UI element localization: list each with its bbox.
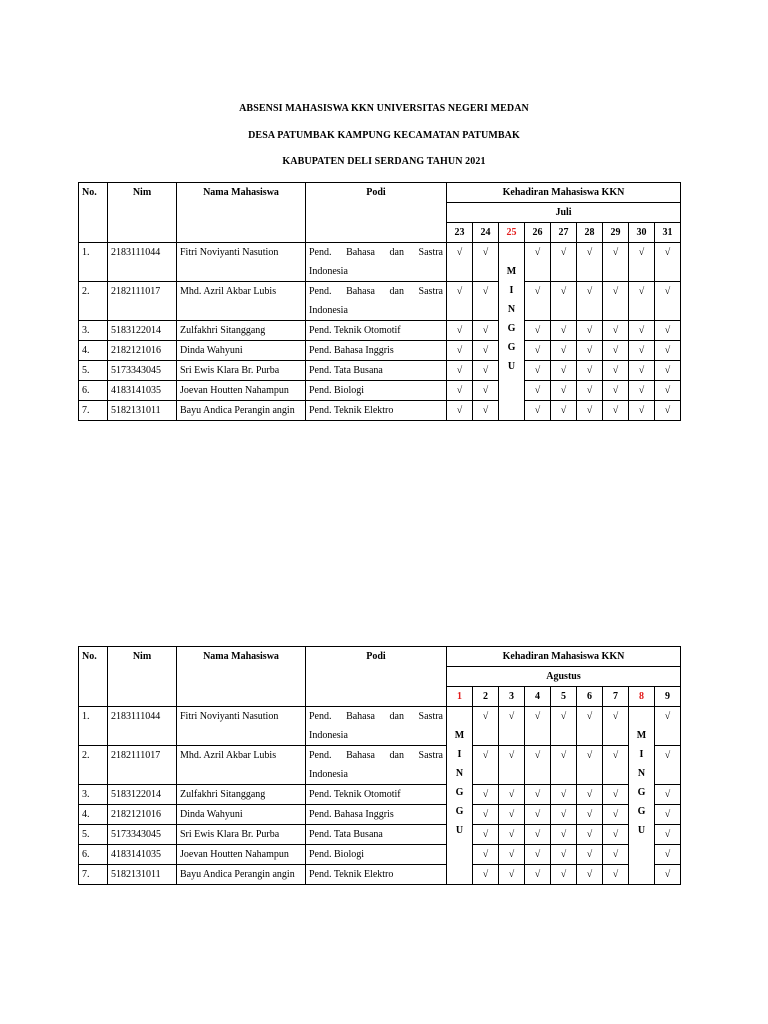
cell-no: 5.	[79, 825, 108, 845]
cell-prodi: Pend. Bahasa dan Sastra Indonesia	[306, 243, 447, 282]
attendance-check: √	[603, 341, 629, 361]
attendance-check: √	[655, 707, 681, 746]
cell-no: 3.	[79, 785, 108, 805]
cell-prodi: Pend. Teknik Elektro	[306, 865, 447, 885]
day-header: 27	[551, 223, 577, 243]
cell-nim: 4183141035	[108, 845, 177, 865]
day-header: 28	[577, 223, 603, 243]
attendance-check: √	[629, 243, 655, 282]
attendance-check: √	[655, 341, 681, 361]
minggu-letter: M	[506, 266, 517, 277]
attendance-check: √	[551, 282, 577, 321]
minggu-cell	[447, 707, 473, 885]
attendance-check: √	[447, 341, 473, 361]
attendance-check: √	[577, 805, 603, 825]
attendance-check: √	[603, 361, 629, 381]
attendance-check: √	[655, 361, 681, 381]
table-row	[79, 321, 681, 341]
cell-nama: Mhd. Azril Akbar Lubis	[177, 746, 306, 785]
attendance-check: √	[551, 805, 577, 825]
attendance-check: √	[577, 845, 603, 865]
table-row	[79, 805, 681, 825]
table-row	[79, 845, 681, 865]
attendance-check: √	[551, 341, 577, 361]
cell-no: 3.	[79, 321, 108, 341]
header-kehadiran: Kehadiran Mahasiswa KKN	[447, 647, 681, 667]
attendance-check: √	[655, 785, 681, 805]
attendance-check: √	[499, 785, 525, 805]
minggu-letter: U	[455, 825, 464, 836]
attendance-check: √	[603, 321, 629, 341]
cell-nama: Joevan Houtten Nahampun	[177, 845, 306, 865]
attendance-check: √	[551, 825, 577, 845]
table-row	[79, 707, 681, 746]
table-row	[79, 243, 681, 282]
table-row	[79, 401, 681, 421]
cell-prodi: Pend. Teknik Elektro	[306, 401, 447, 421]
attendance-check: √	[473, 361, 499, 381]
cell-nim: 4183141035	[108, 381, 177, 401]
day-header: 23	[447, 223, 473, 243]
attendance-check: √	[577, 865, 603, 885]
cell-prodi: Pend. Tata Busana	[306, 361, 447, 381]
minggu-letter: G	[455, 806, 464, 817]
minggu-letter: N	[455, 768, 464, 779]
day-header: 26	[525, 223, 551, 243]
cell-no: 4.	[79, 805, 108, 825]
attendance-table-agustus	[78, 646, 681, 885]
header-no: No.	[79, 647, 108, 707]
month-label: Juli	[447, 203, 681, 223]
cell-nim: 2183111044	[108, 707, 177, 746]
minggu-letter: M	[636, 730, 647, 741]
attendance-check: √	[551, 401, 577, 421]
attendance-check: √	[473, 805, 499, 825]
title-line-2: DESA PATUMBAK KAMPUNG KECAMATAN PATUMBAK	[248, 130, 520, 141]
day-header: 29	[603, 223, 629, 243]
day-header: 6	[577, 687, 603, 707]
day-header: 24	[473, 223, 499, 243]
minggu-spacer	[447, 707, 472, 726]
cell-nim: 5173343045	[108, 825, 177, 845]
attendance-check: √	[525, 381, 551, 401]
table-row	[79, 341, 681, 361]
minggu-letter: N	[637, 768, 646, 779]
attendance-check: √	[447, 361, 473, 381]
minggu-letter: I	[457, 749, 462, 760]
cell-nim: 2183111044	[108, 243, 177, 282]
header-nama: Nama Mahasiswa	[177, 647, 306, 707]
attendance-check: √	[603, 707, 629, 746]
attendance-check: √	[655, 243, 681, 282]
cell-prodi: Pend. Bahasa Inggris	[306, 341, 447, 361]
attendance-check: √	[551, 865, 577, 885]
cell-nim: 5182131011	[108, 865, 177, 885]
cell-prodi: Pend. Tata Busana	[306, 825, 447, 845]
cell-no: 2.	[79, 746, 108, 785]
cell-no: 7.	[79, 865, 108, 885]
day-header: 4	[525, 687, 551, 707]
attendance-check: √	[525, 282, 551, 321]
attendance-check: √	[603, 381, 629, 401]
cell-nim: 5173343045	[108, 361, 177, 381]
attendance-check: √	[551, 361, 577, 381]
attendance-check: √	[525, 321, 551, 341]
attendance-check: √	[473, 243, 499, 282]
attendance-check: √	[577, 707, 603, 746]
cell-prodi: Pend. Biologi	[306, 381, 447, 401]
attendance-check: √	[473, 825, 499, 845]
attendance-check: √	[525, 785, 551, 805]
attendance-check: √	[577, 282, 603, 321]
minggu-letter: G	[455, 787, 464, 798]
attendance-check: √	[577, 401, 603, 421]
attendance-check: √	[473, 785, 499, 805]
minggu-letter: U	[637, 825, 646, 836]
minggu-letter: G	[507, 342, 516, 353]
cell-nim: 5183122014	[108, 785, 177, 805]
attendance-check: √	[473, 381, 499, 401]
cell-nim: 2182121016	[108, 805, 177, 825]
attendance-check: √	[603, 243, 629, 282]
cell-no: 4.	[79, 341, 108, 361]
attendance-check: √	[629, 341, 655, 361]
attendance-check: √	[525, 865, 551, 885]
day-header: 31	[655, 223, 681, 243]
attendance-check: √	[629, 321, 655, 341]
attendance-check: √	[525, 707, 551, 746]
cell-no: 1.	[79, 243, 108, 282]
minggu-letter: I	[509, 285, 514, 296]
attendance-check: √	[525, 243, 551, 282]
attendance-check: √	[577, 825, 603, 845]
day-header: 9	[655, 687, 681, 707]
cell-nama: Fitri Noviyanti Nasution	[177, 243, 306, 282]
header-nim: Nim	[108, 183, 177, 243]
cell-nama: Sri Ewis Klara Br. Purba	[177, 825, 306, 845]
cell-nim: 2182111017	[108, 746, 177, 785]
cell-prodi: Pend. Bahasa dan Sastra Indonesia	[306, 746, 447, 785]
attendance-check: √	[577, 243, 603, 282]
attendance-check: √	[655, 865, 681, 885]
day-header-sunday: 25	[499, 223, 525, 243]
cell-nama: Mhd. Azril Akbar Lubis	[177, 282, 306, 321]
attendance-check: √	[525, 341, 551, 361]
attendance-check: √	[603, 746, 629, 785]
day-header: 2	[473, 687, 499, 707]
cell-no: 5.	[79, 361, 108, 381]
minggu-letter: G	[637, 787, 646, 798]
attendance-check: √	[525, 746, 551, 785]
attendance-check: √	[603, 785, 629, 805]
attendance-table-juli	[78, 182, 681, 421]
day-header: 30	[629, 223, 655, 243]
attendance-check: √	[525, 361, 551, 381]
attendance-check: √	[577, 381, 603, 401]
minggu-spacer	[499, 243, 524, 262]
cell-nim: 5182131011	[108, 401, 177, 421]
attendance-check: √	[551, 321, 577, 341]
cell-nama: Joevan Houtten Nahampun	[177, 381, 306, 401]
day-header: 7	[603, 687, 629, 707]
minggu-letter: N	[507, 304, 516, 315]
minggu-cell	[629, 707, 655, 885]
attendance-check: √	[499, 825, 525, 845]
table-row	[79, 381, 681, 401]
cell-no: 6.	[79, 381, 108, 401]
attendance-check: √	[447, 243, 473, 282]
header-no: No.	[79, 183, 108, 243]
header-kehadiran: Kehadiran Mahasiswa KKN	[447, 183, 681, 203]
table-row	[79, 865, 681, 885]
attendance-check: √	[655, 381, 681, 401]
attendance-check: √	[655, 825, 681, 845]
attendance-check: √	[525, 845, 551, 865]
day-header: 3	[499, 687, 525, 707]
attendance-check: √	[447, 401, 473, 421]
minggu-letter: G	[507, 323, 516, 334]
attendance-check: √	[603, 282, 629, 321]
cell-nama: Zulfakhri Sitanggang	[177, 321, 306, 341]
cell-prodi: Pend. Bahasa dan Sastra Indonesia	[306, 282, 447, 321]
day-header-sunday: 8	[629, 687, 655, 707]
attendance-check: √	[525, 401, 551, 421]
cell-nama: Fitri Noviyanti Nasution	[177, 707, 306, 746]
attendance-check: √	[473, 401, 499, 421]
table-row	[79, 361, 681, 381]
attendance-check: √	[551, 707, 577, 746]
cell-nama: Bayu Andica Perangin angin	[177, 865, 306, 885]
attendance-check: √	[473, 341, 499, 361]
attendance-check: √	[525, 805, 551, 825]
header-prodi: Podi	[306, 183, 447, 243]
attendance-check: √	[655, 321, 681, 341]
cell-prodi: Pend. Teknik Otomotif	[306, 321, 447, 341]
attendance-check: √	[603, 845, 629, 865]
attendance-check: √	[629, 282, 655, 321]
cell-no: 1.	[79, 707, 108, 746]
cell-nama: Sri Ewis Klara Br. Purba	[177, 361, 306, 381]
minggu-spacer	[629, 707, 654, 726]
attendance-check: √	[655, 282, 681, 321]
attendance-check: √	[577, 746, 603, 785]
cell-nama: Dinda Wahyuni	[177, 805, 306, 825]
cell-nim: 5183122014	[108, 321, 177, 341]
day-header: 5	[551, 687, 577, 707]
day-header-sunday: 1	[447, 687, 473, 707]
attendance-check: √	[603, 865, 629, 885]
header-row	[79, 183, 681, 203]
cell-nim: 2182121016	[108, 341, 177, 361]
attendance-check: √	[473, 321, 499, 341]
table-row	[79, 746, 681, 785]
minggu-cell	[499, 243, 525, 421]
attendance-check: √	[629, 361, 655, 381]
header-row	[79, 647, 681, 667]
attendance-check: √	[603, 805, 629, 825]
attendance-check: √	[473, 865, 499, 885]
cell-prodi: Pend. Bahasa dan Sastra Indonesia	[306, 707, 447, 746]
minggu-letter: G	[637, 806, 646, 817]
cell-nama: Bayu Andica Perangin angin	[177, 401, 306, 421]
attendance-check: √	[655, 805, 681, 825]
attendance-check: √	[499, 707, 525, 746]
header-nim: Nim	[108, 647, 177, 707]
attendance-check: √	[655, 401, 681, 421]
attendance-check: √	[629, 381, 655, 401]
attendance-check: √	[629, 401, 655, 421]
attendance-check: √	[603, 401, 629, 421]
cell-no: 2.	[79, 282, 108, 321]
attendance-check: √	[577, 785, 603, 805]
title-line-3: KABUPATEN DELI SERDANG TAHUN 2021	[282, 156, 486, 167]
attendance-check: √	[499, 805, 525, 825]
attendance-check: √	[551, 243, 577, 282]
cell-nama: Zulfakhri Sitanggang	[177, 785, 306, 805]
cell-no: 7.	[79, 401, 108, 421]
table-row	[79, 825, 681, 845]
attendance-check: √	[577, 321, 603, 341]
table-row	[79, 282, 681, 321]
attendance-check: √	[525, 825, 551, 845]
attendance-check: √	[551, 381, 577, 401]
attendance-check: √	[447, 321, 473, 341]
attendance-check: √	[499, 746, 525, 785]
header-prodi: Podi	[306, 647, 447, 707]
minggu-letter: M	[454, 730, 465, 741]
minggu-letter: I	[639, 749, 644, 760]
attendance-check: √	[499, 865, 525, 885]
cell-prodi: Pend. Biologi	[306, 845, 447, 865]
cell-nama: Dinda Wahyuni	[177, 341, 306, 361]
attendance-check: √	[655, 845, 681, 865]
attendance-check: √	[473, 282, 499, 321]
minggu-letter: U	[507, 361, 516, 372]
attendance-check: √	[577, 341, 603, 361]
attendance-check: √	[499, 845, 525, 865]
table-row	[79, 785, 681, 805]
cell-prodi: Pend. Bahasa Inggris	[306, 805, 447, 825]
attendance-check: √	[577, 361, 603, 381]
attendance-check: √	[551, 845, 577, 865]
attendance-check: √	[447, 282, 473, 321]
attendance-check: √	[473, 845, 499, 865]
attendance-check: √	[551, 785, 577, 805]
month-label: Agustus	[447, 667, 681, 687]
attendance-check: √	[551, 746, 577, 785]
header-nama: Nama Mahasiswa	[177, 183, 306, 243]
cell-no: 6.	[79, 845, 108, 865]
attendance-check: √	[473, 707, 499, 746]
attendance-check: √	[603, 825, 629, 845]
attendance-check: √	[473, 746, 499, 785]
cell-nim: 2182111017	[108, 282, 177, 321]
cell-prodi: Pend. Teknik Otomotif	[306, 785, 447, 805]
attendance-check: √	[447, 381, 473, 401]
attendance-check: √	[655, 746, 681, 785]
title-line-1: ABSENSI MAHASISWA KKN UNIVERSITAS NEGERI MEDAN	[239, 103, 529, 114]
